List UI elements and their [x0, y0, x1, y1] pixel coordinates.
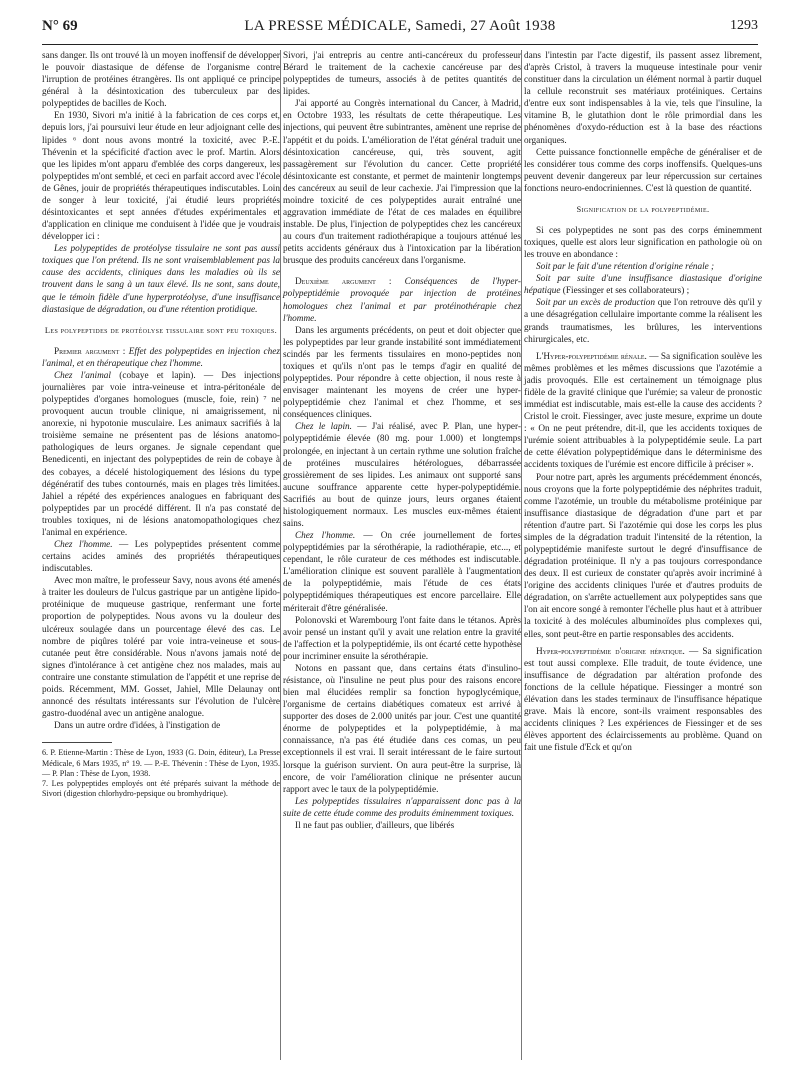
column-2 [283, 50, 521, 832]
list-item-text: Soit par suite d'une insuffisance diastasique d'origine hépatique [524, 274, 762, 297]
section-heading: Signification de la polypeptidémie. [576, 204, 710, 214]
paragraph [42, 370, 280, 539]
run-in-label: L'Hyper-polypeptidémie rénale. [536, 351, 647, 362]
paragraph: Si ces polypeptides ne sont pas des corps éminemment toxiques, quelle est alors leur signification en pathologie où on les trouve en abondance : [524, 225, 762, 261]
argument-title: Effet des polypeptides en injection chez l'animal, et en thérapeutique chez l'homme. [42, 346, 280, 369]
paragraph [283, 530, 521, 615]
column-3 [524, 50, 762, 754]
argument-title: Conséquences de l'hyper-polypeptidémie provoquée par injection de protéines homologues chez l'animal et par protéinothérapie chez l'homme. [283, 277, 521, 324]
list-item-note: que l'on retrouve dès qu'il y a une désagrégation cellulaire importante comme la réalisent les grands traumatismes, les brûlures, les interventions chirurgicales, etc. [524, 298, 763, 345]
paragraph: dans l'intestin par l'acte digestif, ils passent assez librement, d'après Cristol, à travers la muqueuse intestinale pour venir constituer dans la circulation un élément normal à partir duquel la cellule reconstruit ses matériaux protéiniques. Certains d'entre eux sont indispensables à la vie, tels que l'insuline, la vitamine B, le glutathion dont le rôle primordial dans les phénomènes d'oxydo-réduction est à la base des réactions organiques. [524, 51, 762, 146]
paragraph-text: — Sa signification est tout aussi complexe. Elle traduit, de toute évidence, une insuffisance de dégradation par altération profonde des fonctions de la cellule hépatique. Fiessinger a montré son élévation dans les stades terminaux de l'insuffisance hépatique grave. Mais là encore, sont-ils vraiment responsables des accidents cliniques ? Les expériences de Fiessinger et de ses élèves apportent des éclaircissements au problème. Quand on fait une fistule d'Eck et qu'on [524, 646, 763, 754]
paragraph: Dans les arguments précédents, on peut et doit objecter que les polypeptides par leur grande instabilité sont immédiatement scindés par les ferments tissulaires en mono-peptides non toxiques et qu'ils n'ont pas le temps d'agir en qualité de polypeptides. Pour répondre à cette objection, il nous reste à envisager maintenant les moyens de créer une hyper-polypeptidémie chez l'animal et chez l'homme, et ses conséquences cliniques. [283, 325, 521, 421]
paragraph: Polonovski et Warembourg l'ont faite dans le tétanos. Après avoir pensé un instant qu'il y avait une relation entre la gravité de l'affection et la polypeptidémie, ils ont écarté cette hypothèse pour incriminer ensuite la sérothérapie. [283, 615, 521, 662]
list-item-note: (Fiessinger et ses collaborateurs) ; [562, 286, 690, 297]
paragraph: Notons en passant que, dans certains états d'insulino-résistance, où l'insuline ne peut plus pour des raisons encore bien mal élucidées remplir sa fonction hypoglycémique, l'organisme de certains diabétiques comateux est arrivé à supporter des doses de 2.000 unités par jour. C'est une quantité énorme de polypeptides et la polypeptidémie, à ma connaissance, n'a pas été étudiée dans ces comas, un peu exceptionnels il est vrai. Il serait intéressant de le faire surtout lorsque la guérison survient. On aura peut-être la surprise, là encore, de voir l'amélioration clinique ne présenter aucun rapport avec le taux de la polypeptidémie. [283, 663, 521, 795]
paragraph: Il ne faut pas oublier, d'ailleurs, que libérés [295, 820, 455, 831]
paragraph: Sivori, j'ai entrepris au centre anti-cancéreux du professeur Bérard le traitement de la cachexie cancéreuse par des polypeptides de tumeurs, associés à de petites quantités de lipides. [283, 51, 521, 98]
run-in-label: Chez l'homme. [54, 539, 113, 550]
paragraph: En 1930, Sivori m'a initié à la fabrication de ces corps et, depuis lors, j'ai poursuivi leur étude en leur adjoignant celle des lipides ⁶ dont nous avons montré la toxicité, avec P.-E. Thévenin et la spécificité d'action avec le prof. Martin. Alors que les lipides m'ont apparu d'emblée des corps dangereux, les polypeptides m'ont semblé, et ceci en parfait accord avec l'école de Gênes, jouir de propriétés thérapeutiques indiscutables. Loin de songer à leur toxicité, j'ai étudié leurs propriétés désintoxicantes et sept années d'études expérimentales et d'application en clinique me conduisent à l'idée que je voudrais développer ici : [42, 111, 280, 243]
run-in-label: Chez l'animal [54, 370, 112, 381]
argument-label: Deuxième argument : [295, 277, 392, 288]
column-1 [42, 50, 280, 800]
header-rule [42, 44, 758, 45]
paragraph [524, 351, 762, 472]
thesis-quote: Les polypeptides de protéolyse tissulaire ne sont pas aussi toxiques que l'on prétend. Ils ne sont vraisemblablement pas la cause des accidents, cliniques dans les maladies où ils se trouvent dans le sang à un taux élevé. Ils ne sont, sans doute, que le témoin fidèle d'une hyperprotéolyse, d'une insuffisance diastasique de dégradation, ou d'une rétention protidique. [42, 244, 280, 315]
paragraph: Avec mon maître, le professeur Savy, nous avons été amenés à traiter les douleurs de l'ulcus gastrique par un antigène lipido-protéinique de muqueuse gastrique, renfermant une forte proportion de polypeptides. Nous avons vu la douleur des ulcéreux soulagée dans un pourcentage élevé des cas. Le nombre de piqûres toléré par voie intra-veineuse et sous-cutanée peut être considérable. Nous n'avons jamais noté de signes d'intolérance à cet antigène chez nos malades, mais au contraire une constante stimulation de l'appétit et une reprise de poids. Récemment, MM. Gosset, Jahiel, Mlle Delaunay ont annoncé des résultats intéressants sur l'évolution de l'ulcère gastro-duodénal avec un antigène analogue. [42, 576, 280, 720]
conclusion: Les polypeptides tissulaires n'apparaissent donc pas à la suite de cette étude comme des produits éminemment toxiques. [283, 796, 521, 819]
paragraph-text: — J'ai réalisé, avec P. Plan, une hyper-polypeptidémie élevée (80 mg. pour 1.000) et longtemps prolongée, en injectant à un certain rythme une solution fraîche de protéines musculaires hétérologues, débarrassée grossièrement de ses lipides. Les animaux ont supporté sans aucune souffrance apparente cette hyper-polypeptidémie. Sacrifiés au bout de quinze jours, leurs organes étaient histologiquement normaux. Les muscles eux-mêmes étaient sains. [283, 422, 521, 529]
list-item [524, 273, 762, 297]
column-divider [521, 50, 522, 1060]
paragraph: Pour notre part, après les arguments précédemment énoncés, nous croyons que la forte polypeptidémie des néphrites traduit, comme l'azotémie, un trouble du métabolisme protéinique par insuffisance diastasique de dégradation d'une part et par rétention d'autre part. Si l'azotémie qui dose les corps les plus simples de la dégradation traduit l'intensité de la rétention, la polypeptidémie manifeste surtout le degré d'insuffisance de dégradation protéinique. Il n'y a pas toujours correspondance des deux. Il est curieux de constater qu'après avoir incriminé à l'origine des accidents cliniques l'urée et d'autres produits de dégradation, on s'arrête actuellement aux polypeptides sans que l'on ait encore songé à remonter l'échelle plus haut et à attribuer la toxicité à des molécules albuminoïdes plus complexes qui, elles, sont peut-être en partie responsables des accidents. [524, 472, 762, 640]
run-in-label: Chez l'homme. [295, 531, 356, 542]
run-in-label: Chez le lapin. [295, 422, 352, 433]
argument-heading [283, 276, 521, 324]
paragraph: J'ai apporté au Congrès international du Cancer, à Madrid, en Octobre 1933, les résultats de cette thérapeutique. Les injections, qui peuvent être subintrantes, amènent une reprise de l'appétit et du poids. L'amélioration de l'état général traduit une désintoxication cancéreuse, qui, très souvent, agit passagèrement sur l'évolution du cancer. Cette propriété désintoxicante est constante, et permet de maintenir longtemps des cancéreux au seuil de leur cachexie. J'ai l'impression que la moindre toxicité de ces polypeptides aurait entraîné une aggravation immédiate de l'état de ces malades en équilibre instable. De plus, l'injection de polypeptides chez les cancéreux au cours d'un traitement radiothérapique a toujours atténué les petits accidents généraux dus à l'intoxication par la libération brusque des produits cancéreux dans l'organisme. [283, 99, 521, 267]
argument-heading [42, 346, 280, 370]
paragraph-text: (cobaye et lapin). — Des injections journalières par voie intra-veineuse et intra-péritonéale de polypeptides d'organes homologues (muscle, foie, rein) ⁷ ne provoquent aucun trouble clinique, ni amaigrissement, ni anorexie, ni hypotonie musculaire. Les animaux sacrifiés à la troisième semaine ne présentent pas de lésions anatomo-pathologiques de leurs organes. Je signale cependant que Benedicenti, en injectant des polypeptides de rein de cobaye à des cobayes, a décelé histologiquement des lésions du type dégénératif des tubes contournés, mais en plages très limitées. Jahiel a répété des expériences analogues en fabriquant des polypeptides par un procédé différent. Il n'a pas constaté de troubles toxiques, ni de lésions anatomopathologiques chez l'animal en expérience. [42, 370, 281, 538]
list-item: Soit par le fait d'une rétention d'origine rénale ; [536, 262, 715, 273]
footnote: 7. Les polypeptides employés ont été préparés suivant la méthode de Sivori (digestion chlorhydro-pepsique ou bromhydrique). [42, 779, 280, 799]
list-item-text: Soit par un excès de production [536, 298, 656, 309]
paragraph: Dans un autre ordre d'idées, à l'instigation de [54, 721, 221, 732]
page-number: 1293 [730, 18, 758, 33]
paragraph-text: — On crée journellement de fortes polypeptidémies par la sérothérapie, la radiothérapie, etc..., et cependant, le rôle curateur de ces méthodes est indiscutable. L'amélioration clinique est souvent parallèle à l'augmentation de la polypeptidémie, mais l'étude de ces états polypeptidémiques thérapeutiques est encore parcellaire. Elle mériterait d'être généralisée. [283, 531, 522, 614]
issue-number: N° 69 [42, 18, 78, 34]
column-divider [280, 50, 281, 1060]
paragraph [524, 646, 762, 755]
paragraph-text: — Les polypeptides présentent comme certains acides aminés des propriétés thérapeutiques indiscutables. [42, 539, 280, 575]
paragraph: sans danger. Ils ont trouvé là un moyen inoffensif de développer le pouvoir diastasique de défense de l'organisme contre l'irruption de protéines étrangères. Ils ont appliqué ce principe général à la désintoxication des tuberculeux par des polypeptides de bacilles de Koch. [42, 51, 280, 110]
paragraph [283, 421, 521, 530]
section-heading: Les polypeptides de protéolyse tissulaire sont peu toxiques. [44, 325, 278, 335]
paragraph-text: — Sa signification soulève les mêmes problèmes et les mêmes discussions que l'azotémie a jadis provoqués. Elle est certainement un témoignage plus fidèle de la gravité clinique que l'urémie; sa valeur de pronostic immédiat est indiscutable, mais est-elle la cause des accidents ? Cristol le croit. Fiessinger, avec juste mesure, exprime un doute : « On ne peut prétendre, dit-il, que les accidents toxiques de l'urémie soient attribuables à la polypeptidémie seule. La part de cette élévation polypeptidémique dans le déterminisme des accidents toxiques de l'urémie est encore difficile à préciser ». [524, 351, 762, 471]
argument-label: Premier argument : [54, 346, 126, 357]
paragraph [42, 539, 280, 575]
footnote-rule [42, 742, 112, 743]
footnote: 6. P. Etienne-Martin : Thèse de Lyon, 1933 (G. Doin, éditeur), La Presse Médicale, 6 Mars 1935, n° 19. — P.-E. Thévenin : Thèse de Lyon, 1935. — P. Plan : Thèse de Lyon, 1938. [42, 748, 280, 778]
journal-title: LA PRESSE MÉDICALE, Samedi, 27 Août 1938 [244, 18, 556, 34]
page-header [42, 18, 758, 40]
list-item [524, 297, 762, 345]
run-in-label: Hyper-polypeptidémie d'origine hépatique. [536, 646, 685, 657]
paragraph: Cette puissance fonctionnelle empêche de généraliser et de les considérer tous comme des corps inoffensifs. Quelques-uns peuvent devenir dangereux par leur répercussion sur certaines fonctions neuro-endocriniennes. C'est là question de quantité. [524, 147, 762, 194]
